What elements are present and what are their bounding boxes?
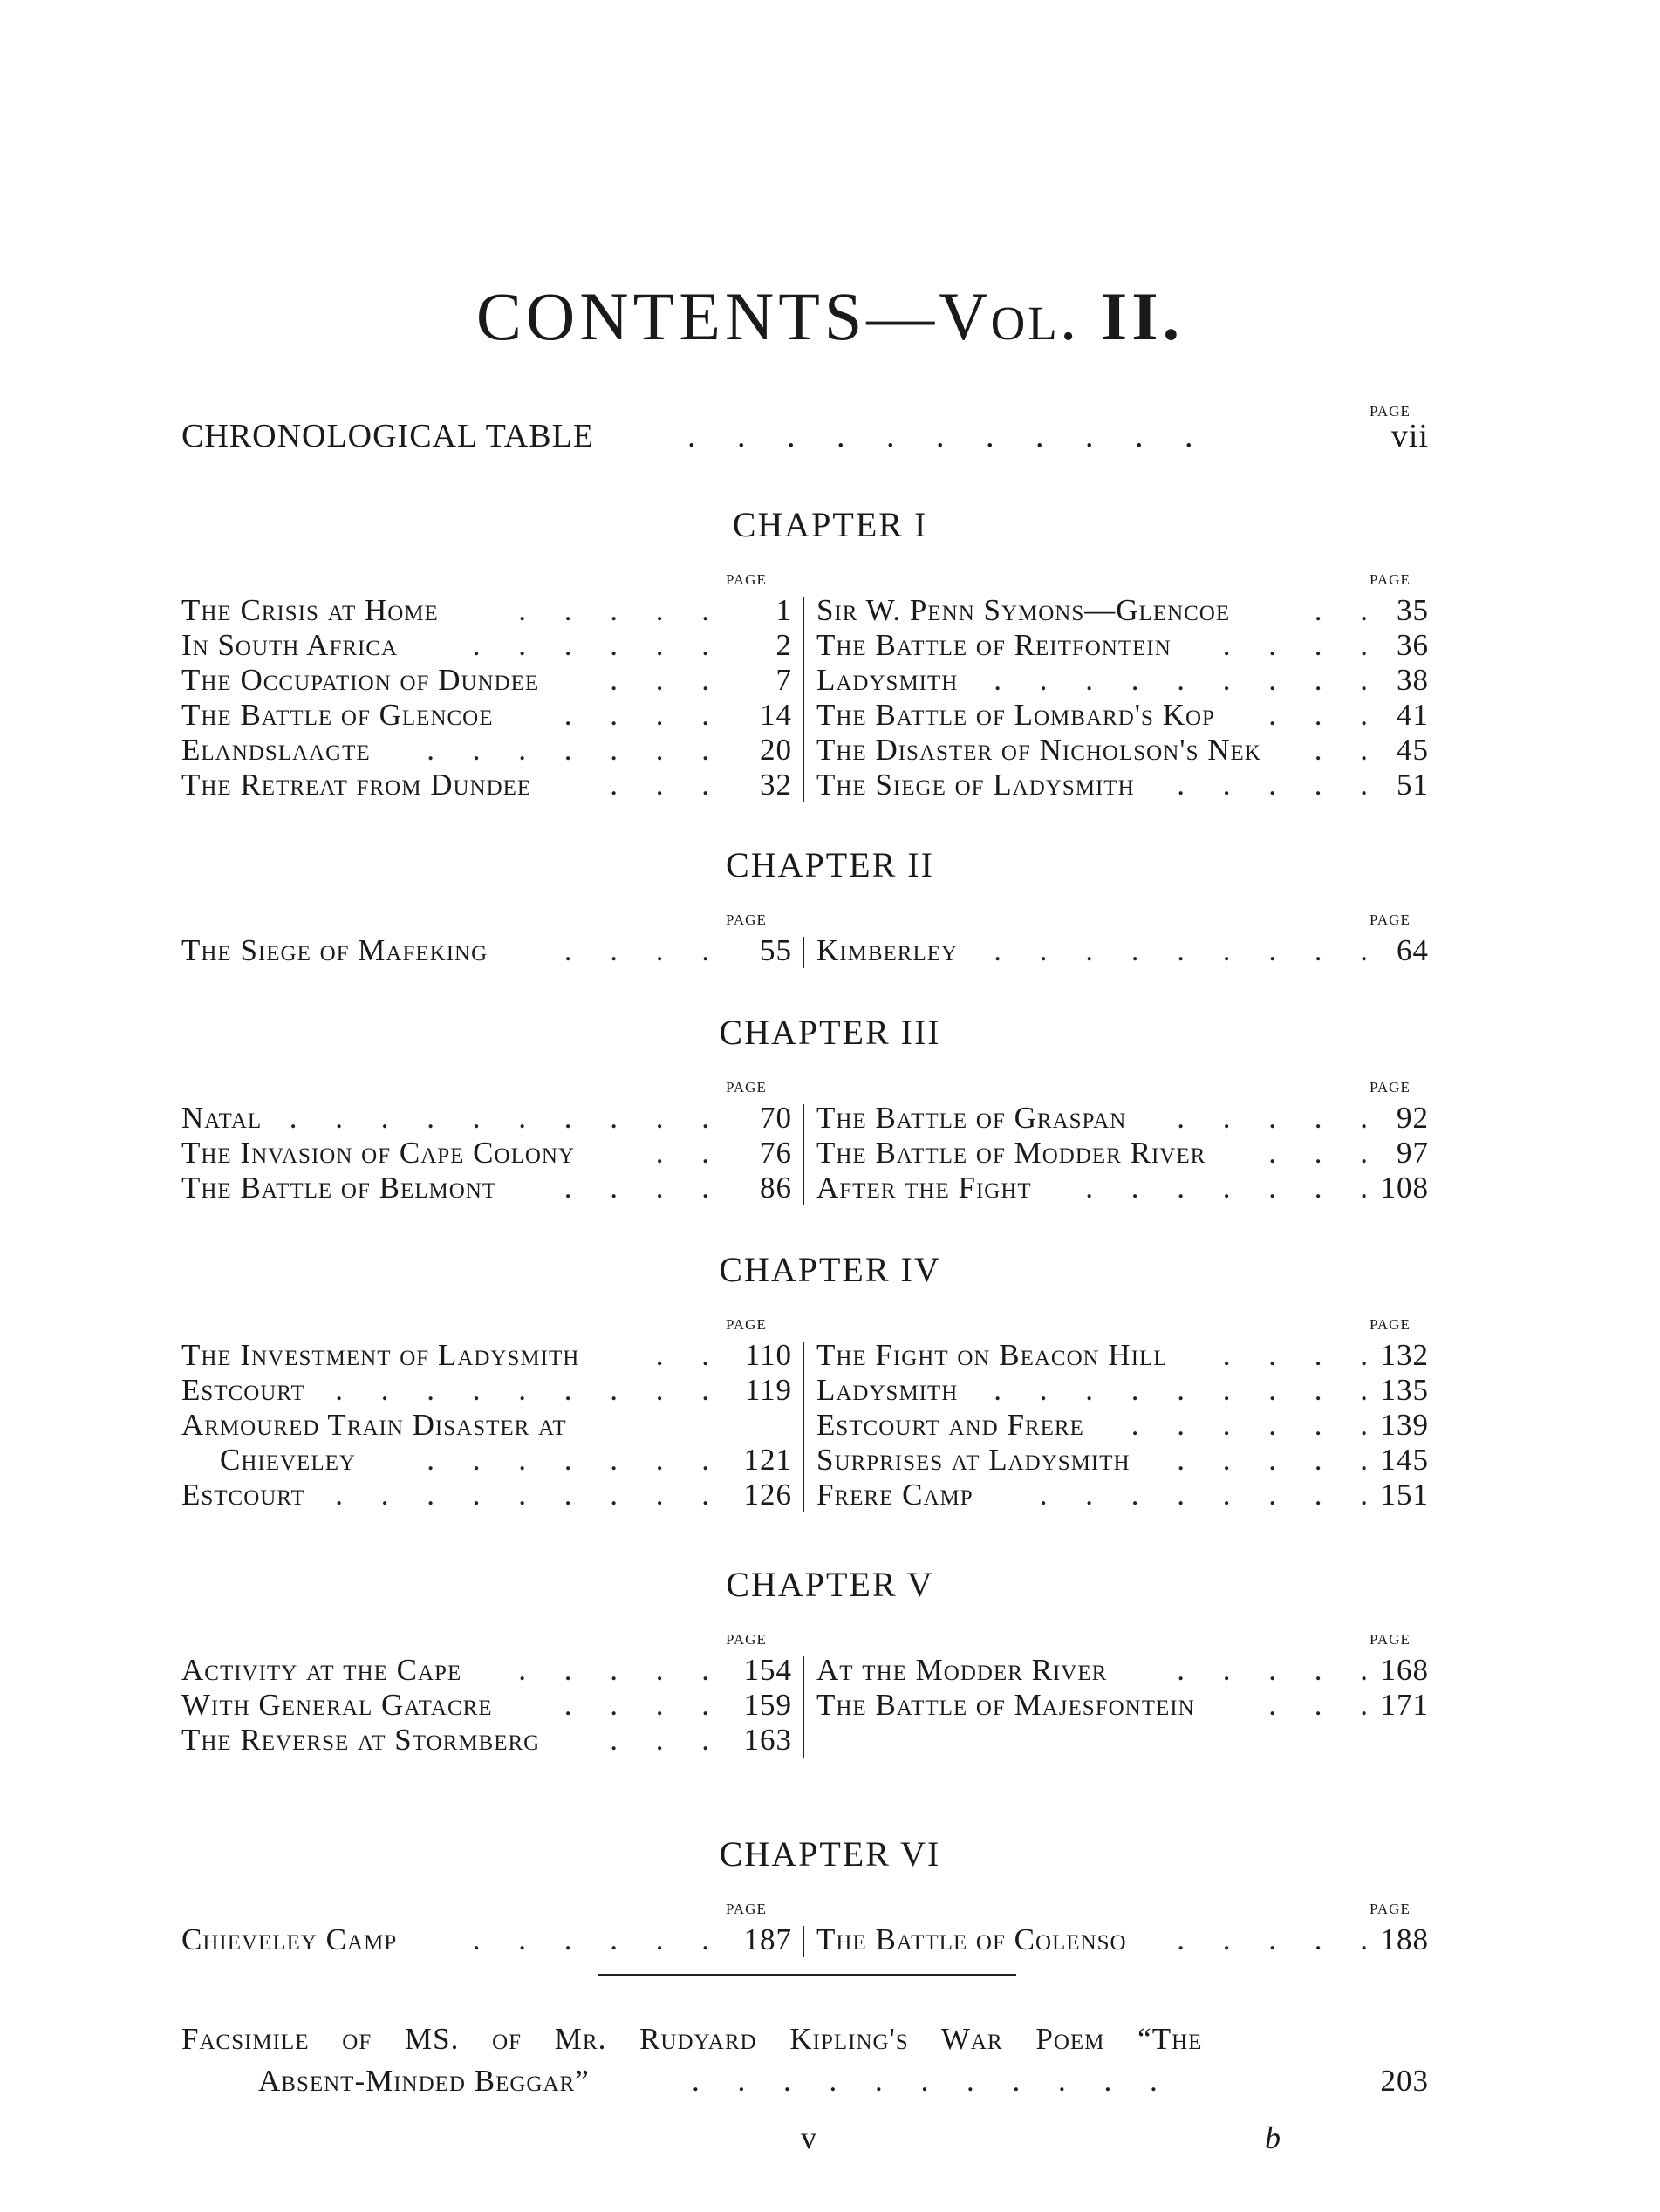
folio-roman: v: [801, 2120, 816, 2155]
chapter-entries: [181, 1653, 1429, 1758]
leader-dots: . . . . . .: [472, 1922, 709, 1956]
page-column-label: PAGE: [726, 1631, 767, 1648]
entry-title: The Battle of Modder River: [816, 1136, 1206, 1170]
entry-page: 119: [744, 1373, 792, 1407]
toc-entry: [181, 1478, 792, 1512]
toc-entry: [181, 628, 792, 663]
right-column: [816, 933, 1429, 968]
entry-page: 35: [1397, 593, 1429, 627]
entry-title: The Siege of Mafeking: [181, 933, 488, 967]
entry-page: 168: [1380, 1653, 1429, 1687]
toc-entry: [181, 733, 792, 768]
entry-title: At the Modder River: [816, 1653, 1108, 1687]
toc-entry: [816, 1478, 1429, 1512]
leader-dots: . . . . . . . . .: [335, 1478, 709, 1512]
entry-page: 36: [1397, 628, 1429, 662]
toc-entry: [816, 1443, 1429, 1478]
entry-page: 92: [1397, 1101, 1429, 1135]
entry-title: Chieveley: [220, 1443, 356, 1477]
leader-dots: . . . . .: [1177, 1653, 1368, 1687]
page-column-label: PAGE: [1370, 571, 1411, 588]
right-column: [816, 1922, 1429, 1957]
leader-dots: . . . .: [1222, 1338, 1368, 1372]
leader-dots: . . . . . . .: [427, 733, 709, 767]
entry-page: 41: [1397, 698, 1429, 732]
right-column: [816, 1101, 1429, 1205]
entry-title: Frere Camp: [816, 1478, 973, 1512]
toc-entry: [816, 1688, 1429, 1723]
entry-page: 97: [1397, 1136, 1429, 1170]
entry-page: 20: [760, 733, 792, 767]
entry-page: 110: [744, 1338, 792, 1372]
title-num: II.: [1100, 278, 1185, 354]
leader-dots: . . . . . . . . .: [335, 1373, 709, 1407]
left-column: [181, 1101, 792, 1205]
entry-page: 64: [1397, 933, 1429, 967]
leader-dots: . .: [1314, 733, 1368, 767]
facsimile-title-line1: Facsimile of MS. of Mr. Rudyard Kipling's War Poem “The: [181, 2022, 1203, 2056]
right-column: [816, 593, 1429, 802]
column-divider: [803, 937, 804, 968]
entry-page: 126: [743, 1478, 792, 1512]
leader-dots: . . . . .: [518, 593, 709, 627]
entry-page: 154: [743, 1653, 792, 1687]
facsimile-page: 203: [1380, 2064, 1429, 2098]
entry-title: Ladysmith: [816, 1373, 959, 1407]
entry-title: Sir W. Penn Symons—Glencoe: [816, 593, 1231, 627]
entry-title: The Battle of Glencoe: [181, 698, 494, 732]
toc-entry: [181, 1373, 792, 1408]
toc-entry: [816, 933, 1429, 968]
entry-page: 139: [1380, 1408, 1429, 1442]
toc-entry: [181, 698, 792, 733]
column-divider: [803, 1656, 804, 1758]
leader-dots: . . . . . . . . . . .: [692, 2064, 1158, 2098]
toc-entry: [816, 1136, 1429, 1171]
entry-title: Surprises at Ladysmith: [816, 1443, 1131, 1477]
page-column-label: PAGE: [726, 911, 767, 928]
chronological-table-label: CHRONOLOGICAL TABLE: [181, 418, 594, 454]
column-divider: [803, 597, 804, 802]
leader-dots: . .: [1314, 593, 1368, 627]
entry-title: The Battle of Reitfontein: [816, 628, 1172, 662]
entry-page: 51: [1397, 768, 1429, 802]
leader-dots: . . . . .: [1177, 768, 1368, 802]
leader-dots: . . .: [1268, 1688, 1368, 1722]
leader-dots: . . . . . . . . . .: [289, 1101, 709, 1135]
chapter-entries: [181, 1922, 1429, 1957]
toc-entry: [181, 768, 792, 802]
entry-page: 121: [743, 1443, 792, 1477]
entry-page: 1: [775, 593, 792, 627]
leader-dots: . . .: [610, 768, 709, 802]
left-column: [181, 1922, 792, 1957]
entry-title: Kimberley: [816, 933, 959, 967]
leader-dots: . . . . . . . .: [1039, 1478, 1368, 1512]
entry-page: 132: [1380, 1338, 1429, 1372]
leader-dots: . . .: [610, 663, 709, 697]
entry-title: The Battle of Graspan: [816, 1101, 1127, 1135]
entry-title: Natal: [181, 1101, 263, 1135]
toc-entry: [181, 1136, 792, 1171]
leader-dots: . . .: [1268, 1136, 1368, 1170]
entry-title: The Disaster of Nicholson's Nek: [816, 733, 1261, 767]
toc-entry: [816, 698, 1429, 733]
left-column: [181, 933, 792, 968]
toc-entry: [816, 1338, 1429, 1373]
toc-entry: [816, 1922, 1429, 1957]
toc-entry: [181, 1922, 792, 1957]
page-column-label: PAGE: [726, 1901, 767, 1917]
entry-page: 7: [775, 663, 792, 697]
leader-dots: . . . .: [564, 1688, 709, 1722]
entry-page: 187: [743, 1922, 792, 1956]
page-column-label: PAGE: [1370, 403, 1411, 420]
leader-dots: . . . . . . . . . . .: [687, 418, 1193, 454]
toc-entry: [181, 1338, 792, 1373]
entry-page: 171: [1380, 1688, 1429, 1722]
page-column-label: PAGE: [726, 1316, 767, 1333]
leader-dots: . . . . . . .: [427, 1443, 709, 1477]
entry-title: Ladysmith: [816, 663, 959, 697]
facsimile-title-line2: Absent-Minded Beggar”: [258, 2064, 590, 2098]
entry-title: Armoured Train Disaster at: [181, 1408, 567, 1442]
entry-page: 145: [1380, 1443, 1429, 1477]
toc-entry: [181, 663, 792, 698]
entry-page: 55: [760, 933, 792, 967]
entry-title: The Occupation of Dundee: [181, 663, 540, 697]
entry-title: With General Gatacre: [181, 1688, 493, 1722]
toc-entry: [181, 1443, 792, 1478]
column-divider: [803, 1926, 804, 1957]
entry-title: The Reverse at Stormberg: [181, 1723, 541, 1757]
entry-title: The Crisis at Home: [181, 593, 439, 627]
toc-entry: [816, 1408, 1429, 1443]
toc-entry: [181, 933, 792, 968]
entry-title: Estcourt: [181, 1478, 305, 1512]
entry-title: The Battle of Lombard's Kop: [816, 698, 1215, 732]
page-title: [0, 277, 1660, 356]
entry-title: After the Fight: [816, 1171, 1032, 1205]
leader-dots: . . . . . . . . .: [994, 663, 1368, 697]
chapter-heading: CHAPTER V: [726, 1565, 934, 1604]
toc-entry: [181, 1653, 792, 1688]
toc-entry: [816, 1101, 1429, 1136]
leader-dots: . . . . .: [518, 1653, 709, 1687]
page-column-label: PAGE: [1370, 1079, 1411, 1096]
toc-entry: [181, 1171, 792, 1205]
chapter-entries: [181, 1338, 1429, 1512]
page-column-label: PAGE: [726, 1079, 767, 1096]
chapter-entries: [181, 593, 1429, 802]
toc-entry: [816, 1373, 1429, 1408]
leader-dots: . . . .: [564, 933, 709, 967]
entry-page: 135: [1380, 1373, 1429, 1407]
entry-page: 2: [775, 628, 792, 662]
leader-dots: . .: [655, 1136, 709, 1170]
chapter-heading: CHAPTER II: [726, 845, 934, 884]
entry-title: Chieveley Camp: [181, 1922, 398, 1956]
entry-page: 108: [1380, 1171, 1429, 1205]
chapter-heading: CHAPTER VI: [719, 1834, 941, 1874]
leader-dots: . . . . . . . . .: [994, 1373, 1368, 1407]
leader-dots: . . . . . .: [1131, 1408, 1368, 1442]
title-main: CONTENTS—: [475, 278, 939, 354]
divider-rule: [598, 1974, 1016, 1976]
title-vol: Vol.: [939, 278, 1080, 354]
leader-dots: . . .: [1268, 698, 1368, 732]
leader-dots: . .: [655, 1338, 709, 1372]
entry-title: Estcourt and Frere: [816, 1408, 1084, 1442]
left-column: [181, 593, 792, 802]
toc-entry: [181, 593, 792, 628]
entry-page: 14: [760, 698, 792, 732]
right-column: [816, 1653, 1429, 1723]
leader-dots: . . . . .: [1177, 1443, 1368, 1477]
page-column-label: PAGE: [1370, 1316, 1411, 1333]
page-column-label: PAGE: [1370, 1631, 1411, 1648]
chapter-heading: CHAPTER III: [719, 1013, 941, 1052]
toc-entry: [816, 1171, 1429, 1205]
entry-page: 32: [760, 768, 792, 802]
entry-title: The Battle of Colenso: [816, 1922, 1127, 1956]
chapter-heading: CHAPTER I: [732, 505, 928, 544]
entry-title: The Invasion of Cape Colony: [181, 1136, 576, 1170]
toc-entry: [181, 1408, 792, 1443]
chapter-entries: [181, 1101, 1429, 1205]
chronological-table-entry: [181, 417, 1429, 461]
entry-title: The Retreat from Dundee: [181, 768, 532, 802]
page-column-label: PAGE: [1370, 1901, 1411, 1917]
chapter-heading: CHAPTER IV: [719, 1250, 941, 1289]
entry-title: The Fight on Beacon Hill: [816, 1338, 1168, 1372]
leader-dots: . . . . . . . . .: [994, 933, 1368, 967]
entry-title: Activity at the Cape: [181, 1653, 462, 1687]
toc-entry: [816, 733, 1429, 768]
entry-page: 76: [760, 1136, 792, 1170]
toc-entry: [181, 1688, 792, 1723]
toc-entry: [816, 663, 1429, 698]
column-divider: [803, 1104, 804, 1205]
entry-page: 86: [760, 1171, 792, 1205]
entry-title: The Siege of Ladysmith: [816, 768, 1135, 802]
entry-title: The Battle of Majesfontein: [816, 1688, 1195, 1722]
toc-entry: [816, 593, 1429, 628]
entry-title: The Investment of Ladysmith: [181, 1338, 580, 1372]
leader-dots: . . . .: [564, 1171, 709, 1205]
leader-dots: . . . . . . .: [1085, 1171, 1368, 1205]
leader-dots: . . . . . .: [472, 628, 709, 662]
entry-page: 45: [1397, 733, 1429, 767]
entry-title: Elandslaagte: [181, 733, 371, 767]
column-divider: [803, 1342, 804, 1512]
entry-page: 163: [743, 1723, 792, 1757]
chronological-table-page: vii: [1390, 418, 1429, 454]
toc-entry: [181, 1101, 792, 1136]
leader-dots: . . . .: [564, 698, 709, 732]
toc-entry: [181, 1723, 792, 1758]
toc-entry: [816, 768, 1429, 802]
entry-page: 159: [743, 1688, 792, 1722]
leader-dots: . . .: [610, 1723, 709, 1757]
entry-page: 38: [1397, 663, 1429, 697]
chapter-entries: [181, 933, 1429, 968]
folio-mark: b: [1265, 2120, 1281, 2155]
entry-page: 70: [760, 1101, 792, 1135]
left-column: [181, 1653, 792, 1758]
page-column-label: PAGE: [726, 571, 767, 588]
page-column-label: PAGE: [1370, 911, 1411, 928]
leader-dots: . . . . .: [1177, 1922, 1368, 1956]
leader-dots: . . . . .: [1177, 1101, 1368, 1135]
entry-title: The Battle of Belmont: [181, 1171, 497, 1205]
entry-title: In South Africa: [181, 628, 399, 662]
toc-entry: [816, 1653, 1429, 1688]
entry-page: 151: [1380, 1478, 1429, 1512]
entry-title: Estcourt: [181, 1373, 305, 1407]
entry-page: 188: [1380, 1922, 1429, 1956]
leader-dots: . . . .: [1222, 628, 1368, 662]
toc-entry: [816, 628, 1429, 663]
right-column: [816, 1338, 1429, 1512]
left-column: [181, 1338, 792, 1512]
